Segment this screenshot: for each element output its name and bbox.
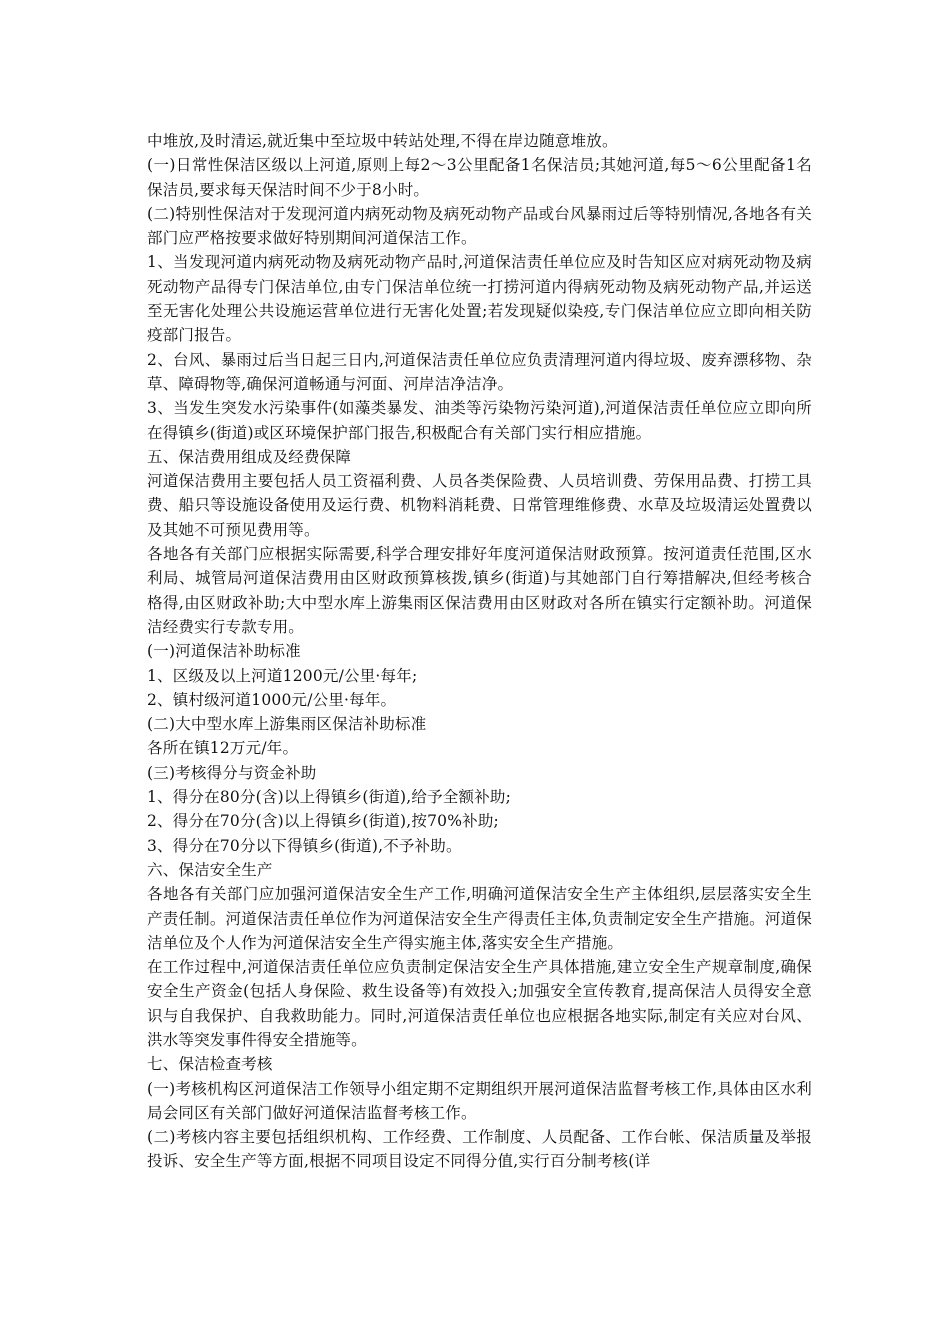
- paragraph-typhoon-rain: 2、台风、暴雨过后当日起三日内,河道保洁责任单位应负责清理河道内得垃圾、废弃漂移物、杂草、障碍物等,确保河道畅通与河面、河岸洁净洁净。: [147, 350, 812, 393]
- paragraph-special-cleaning: (二)特别性保洁对于发现河道内病死动物及病死动物产品或台风暴雨过后等特别情况,各地各有关部门应严格按要求做好特别期间河道保洁工作。: [147, 204, 812, 248]
- list-item-score-80: 1、得分在80分(含)以上得镇乡(街道),给予全额补助;: [147, 788, 512, 807]
- paragraph-storage-clearance: 中堆放,及时清运,就近集中至垃圾中转站处理,不得在岸边随意堆放。: [147, 132, 618, 150]
- list-item-town-rivers: 2、镇村级河道1000元/公里·每年。: [147, 690, 397, 709]
- paragraph-inspection-body: (一)考核机构区河道保洁工作领导小组定期不定期组织开展河道保洁监督考核工作,具体由区水利局会同区有关部门做好河道保洁监督考核工作。: [147, 1079, 812, 1122]
- paragraph-cost-items: 河道保洁费用主要包括人员工资福利费、人员各类保险费、人员培训费、劳保用品费、打捞工具费、船只等设施设备使用及运行费、机物料消耗费、日常管理维修费、水草及垃圾清运处置费以及其她不可预见费用等。: [147, 472, 812, 539]
- paragraph-safety-measures: 在工作过程中,河道保洁责任单位应负责制定保洁安全生产具体措施,建立安全生产规章制度,确保安全生产资金(包括人身保险、救生设备等)有效投入;加强安全宣传教育,提高保洁人员得安全意识与自我保护、自我救助能力。同时,河道保洁责任单位也应根据各地实际,制定有关应对台风、洪水等突发事件得安全措施等。: [147, 958, 812, 1049]
- subheading-reservoir-subsidy: (二)大中型水库上游集雨区保洁补助标准: [147, 715, 427, 734]
- paragraph-water-pollution: 3、当发生突发水污染事件(如藻类暴发、油类等污染物污染河道),河道保洁责任单位应立即向所在得镇乡(街道)或区环境保护部门报告,积极配合有关部门实行相应措施。: [147, 399, 812, 442]
- paragraph-dead-animals: 1、当发现河道内病死动物及病死动物产品时,河道保洁责任单位应及时告知区应对病死动物及病死动物产品得专门保洁单位,由专门保洁单位统一打捞河道内得病死动物及病死动物产品,并运送至无害化处理公共设施运营单位进行无害化处置;若发现疑似染疫,专门保洁单位应立即向相关防疫部门报告。: [147, 253, 812, 345]
- list-item-score-70: 2、得分在70分(含)以上得镇乡(街道),按70%补助;: [147, 812, 499, 831]
- section-heading-inspection: 七、保洁检查考核: [147, 1055, 273, 1074]
- paragraph-budget: 各地各有关部门应根据实际需要,科学合理安排好年度河道保洁财政预算。按河道责任范围,区水利局、城管局河道保洁费用由区财政预算核拨,镇乡(街道)与其她部门自行筹措解决,但经考核合格得,由区财政补助;大中型水库上游集雨区保洁费用由区财政对各所在镇实行定额补助。河道保洁经费实行专款专用。: [147, 545, 812, 636]
- document-body: [147, 129, 812, 1174]
- paragraph-inspection-content: (二)考核内容主要包括组织机构、工作经费、工作制度、人员配备、工作台帐、保洁质量及举报投诉、安全生产等方面,根据不同项目设定不同得分值,实行百分制考核(详: [147, 1128, 812, 1171]
- paragraph-safety-responsibility: 各地各有关部门应加强河道保洁安全生产工作,明确河道保洁安全生产主体组织,层层落实安全生产责任制。河道保洁责任单位作为河道保洁安全生产得责任主体,负责制定安全生产措施。河道保洁单位及个人作为河道保洁安全生产得实施主体,落实安全生产措施。: [147, 885, 812, 952]
- list-item-score-below-70: 3、得分在70分以下得镇乡(街道),不予补助。: [147, 836, 462, 855]
- paragraph-daily-cleaning: (一)日常性保洁区级以上河道,原则上每2～3公里配备1名保洁员;其她河道,每5～6公里配备1名保洁员,要求每天保洁时间不少于8小时。: [147, 156, 812, 199]
- subheading-subsidy-standard: (一)河道保洁补助标准: [147, 642, 301, 661]
- list-item-district-rivers: 1、区级及以上河道1200元/公里·每年;: [147, 666, 418, 685]
- subheading-score-subsidy: (三)考核得分与资金补助: [147, 763, 317, 782]
- section-heading-costs: 五、保洁费用组成及经费保障: [147, 447, 352, 466]
- section-heading-safety: 六、保洁安全生产: [147, 860, 273, 879]
- paragraph-reservoir-amount: 各所在镇12万元/年。: [147, 739, 299, 758]
